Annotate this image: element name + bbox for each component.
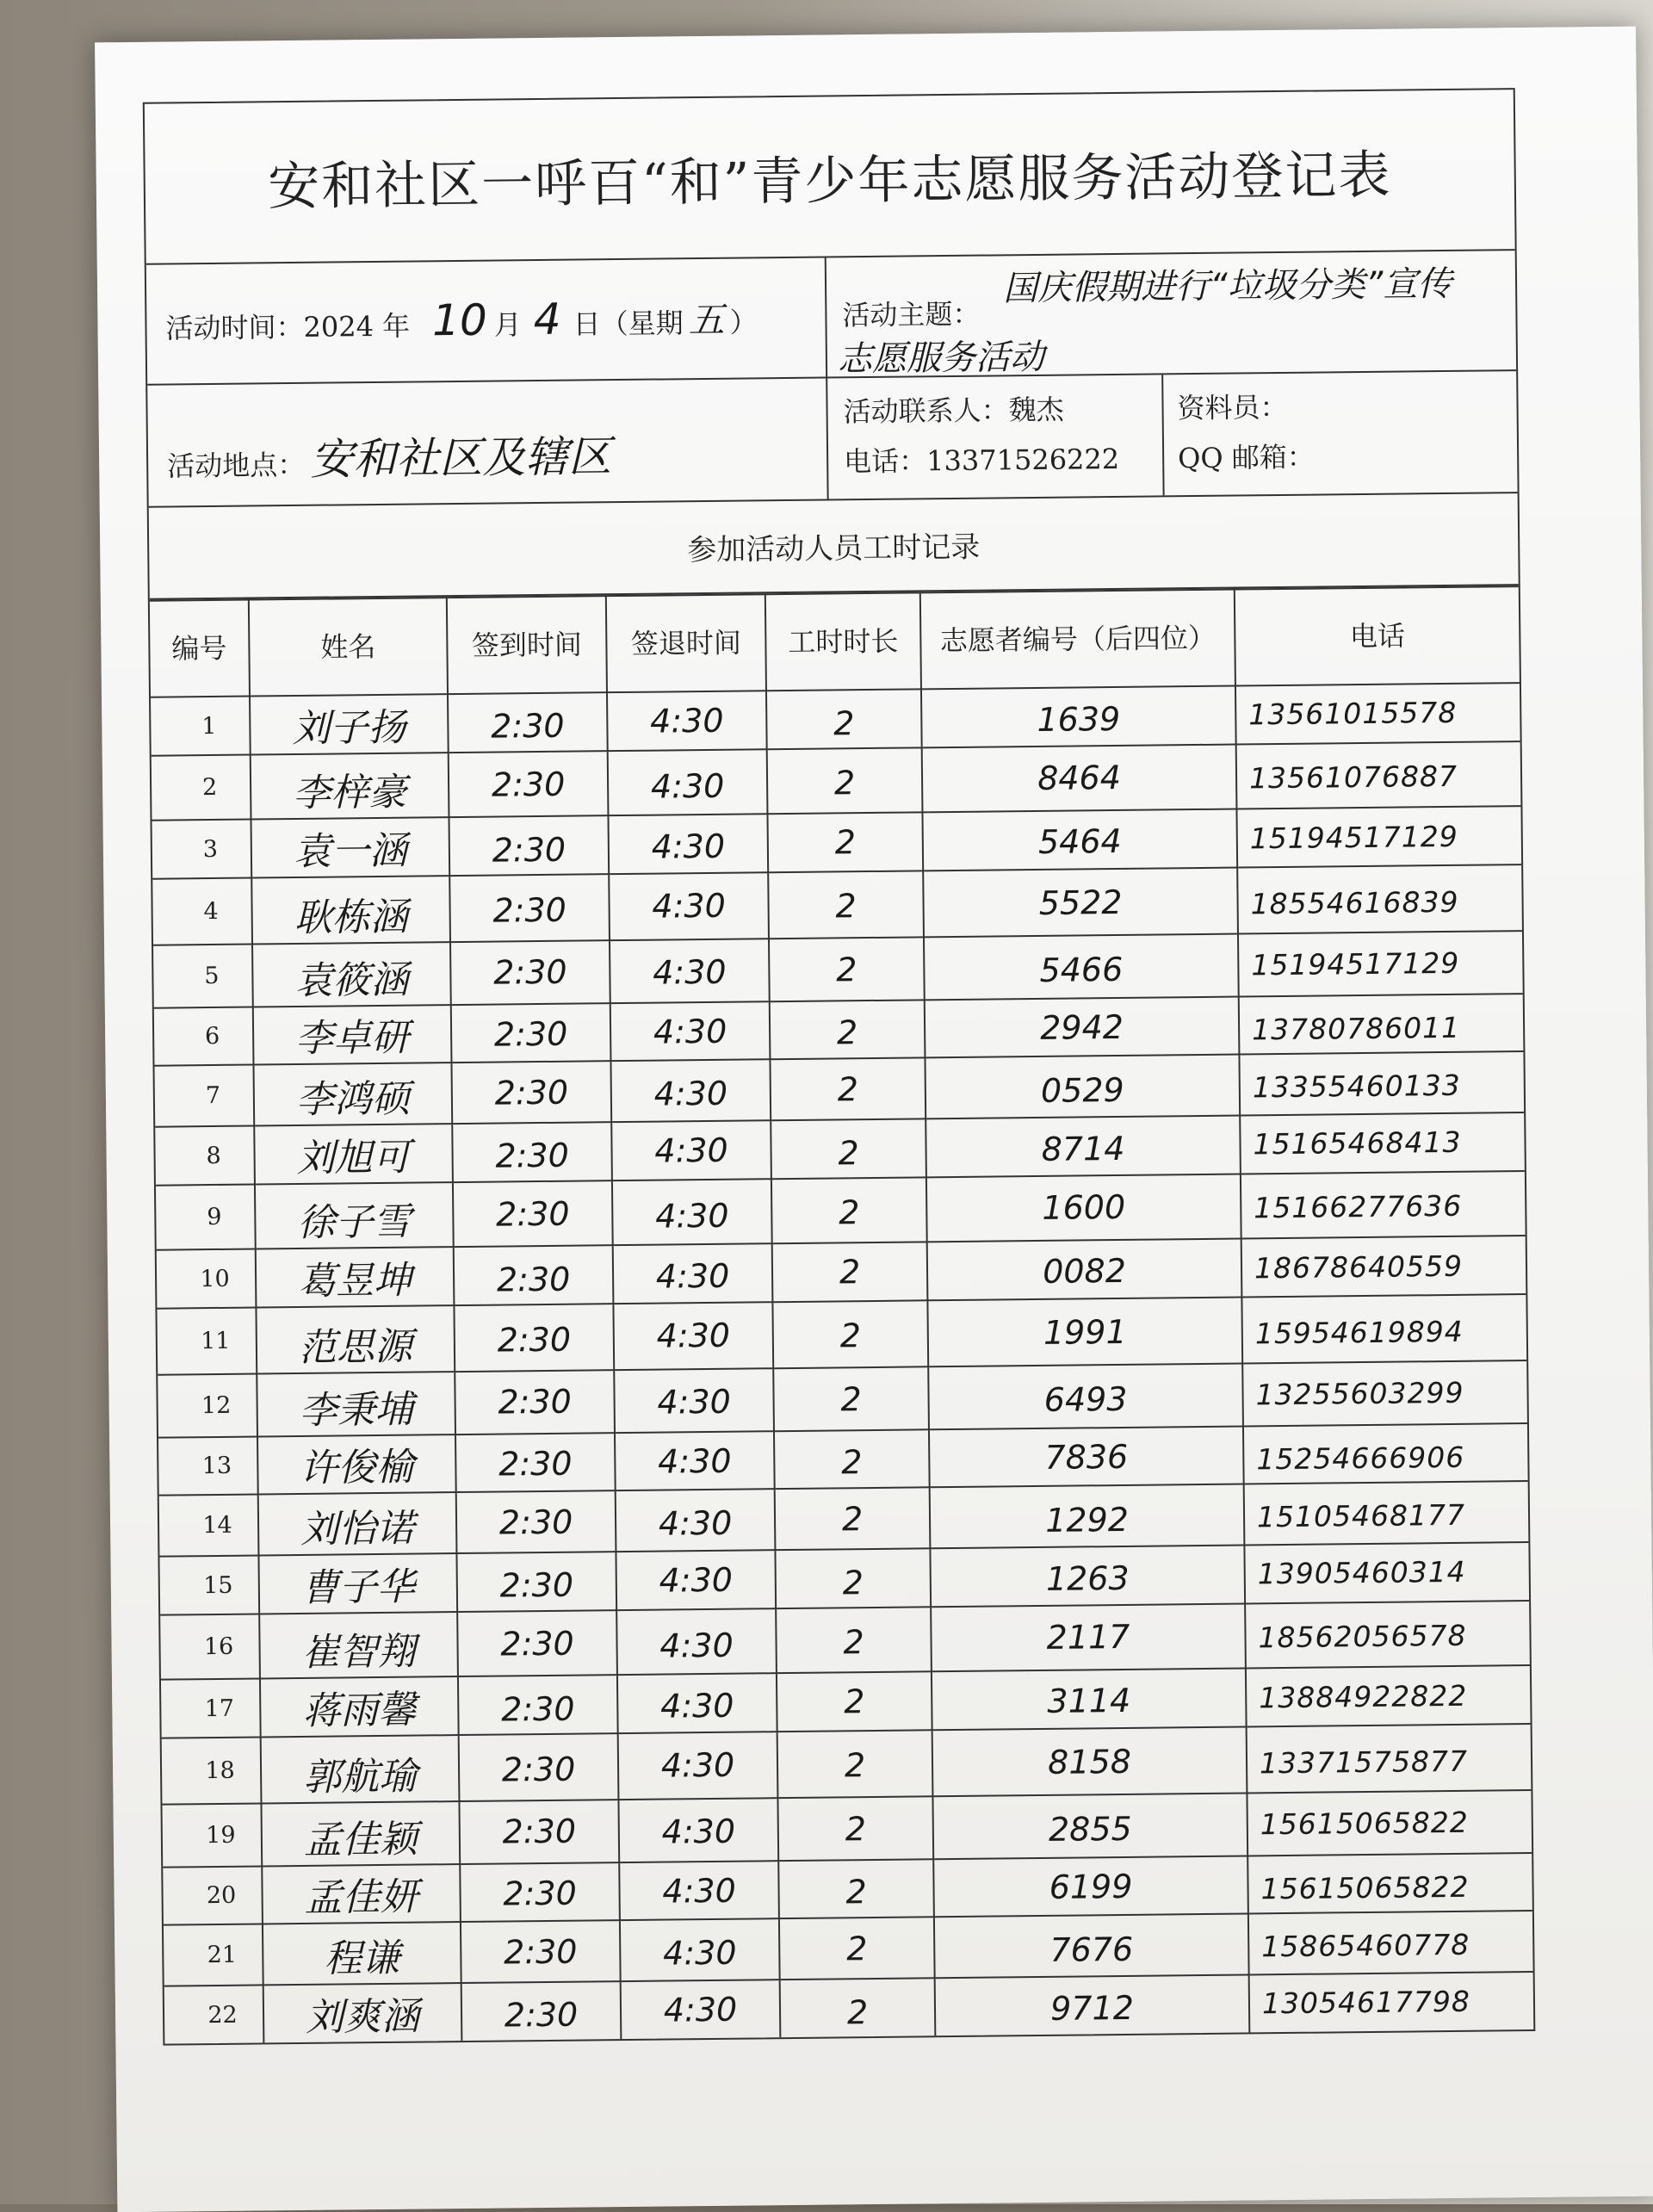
work-hours-cell: 2 (777, 1796, 933, 1861)
section-title: 参加活动人员工时记录 (149, 493, 1519, 600)
volunteer-name-cell: 葛昱坤 (256, 1247, 455, 1307)
sign-in-time-cell: 2:30 (457, 1610, 617, 1676)
volunteer-id-cell: 8158 (932, 1726, 1247, 1796)
row-number-cell: 19 (162, 1803, 262, 1867)
sign-in-time-cell: 2:30 (448, 692, 608, 753)
sign-out-time-cell: 4:30 (616, 1608, 777, 1675)
work-hours-cell: 2 (778, 1859, 934, 1918)
sign-in-time-cell: 2:30 (449, 874, 610, 942)
sign-in-time-cell: 2:30 (458, 1675, 618, 1735)
phone-cell: 18678640559 (1241, 1236, 1526, 1297)
work-hours-cell: 2 (775, 1487, 931, 1550)
sign-out-time-cell: 4:30 (621, 1980, 781, 2039)
sign-in-time-cell: 2:30 (453, 1180, 613, 1247)
phone-cell: 13561015578 (1235, 683, 1520, 744)
activity-place-label: 活动地点： (167, 448, 306, 483)
contact-person-label: 活动联系人：魏杰 (843, 393, 1064, 429)
contact-cell (827, 375, 1164, 499)
table-body (151, 683, 1533, 2044)
volunteer-id-cell: 2855 (932, 1793, 1247, 1859)
work-hours-cell: 2 (772, 1300, 928, 1368)
volunteer-id-cell: 5522 (923, 868, 1238, 938)
phone-cell: 18554616839 (1237, 864, 1522, 933)
volunteer-name-cell: 刘子扬 (250, 694, 449, 754)
month-label: 月 (493, 308, 522, 342)
sign-in-time-cell: 2:30 (454, 1304, 614, 1372)
volunteer-name-cell: 蒋雨馨 (260, 1676, 459, 1737)
form-title: 安和社区一呼百“和”青少年志愿服务活动登记表 (145, 90, 1515, 265)
row-number-cell: 13 (158, 1436, 258, 1495)
row-number-cell: 16 (160, 1614, 260, 1679)
row-number-cell: 8 (155, 1126, 255, 1186)
volunteer-id-cell: 3114 (932, 1668, 1247, 1730)
volunteer-name-cell: 范思源 (256, 1305, 455, 1373)
volunteer-name-cell: 许俊榆 (257, 1434, 456, 1494)
volunteer-id-cell: 2117 (931, 1603, 1246, 1671)
row-number-cell: 12 (158, 1373, 257, 1437)
volunteer-name-cell: 李梓豪 (251, 753, 449, 819)
work-hours-cell: 2 (773, 1366, 929, 1431)
phone-cell: 15865460778 (1248, 1911, 1533, 1974)
phone-cell: 15105468177 (1244, 1481, 1529, 1545)
volunteer-id-cell: 5464 (922, 809, 1237, 871)
work-hours-cell: 2 (767, 812, 923, 872)
activity-month-value: 10 (431, 294, 488, 346)
phone-cell: 13780786011 (1239, 994, 1524, 1054)
row-number-cell: 3 (152, 820, 252, 879)
sign-in-time-cell: 2:30 (461, 1920, 621, 1983)
volunteer-hours-table (150, 586, 1533, 2044)
sign-out-time-cell: 4:30 (615, 1431, 775, 1490)
volunteer-name-cell: 李秉埔 (257, 1372, 455, 1436)
volunteer-id-cell: 2942 (925, 997, 1240, 1058)
sign-out-time-cell: 4:30 (610, 1001, 771, 1061)
work-hours-cell: 2 (771, 1118, 926, 1179)
header-name: 姓名 (249, 598, 448, 696)
activity-theme-value-line1: 国庆假期进行“垃圾分类”宣传 (1002, 263, 1452, 309)
volunteer-name-cell: 徐子雪 (255, 1182, 454, 1249)
volunteer-id-cell: 1600 (926, 1174, 1241, 1242)
phone-cell: 15194517129 (1238, 931, 1523, 996)
sign-out-time-cell: 4:30 (618, 1798, 778, 1862)
sign-in-time-cell: 2:30 (454, 1245, 614, 1305)
row-number-cell: 20 (163, 1866, 263, 1924)
clerk-label: 资料员： (1177, 390, 1288, 425)
row-number-cell: 7 (154, 1065, 254, 1127)
volunteer-name-cell: 李卓研 (253, 1005, 452, 1064)
row-number-cell: 1 (151, 697, 251, 756)
volunteer-name-cell: 袁筱涵 (252, 942, 451, 1007)
sign-in-time-cell: 2:30 (456, 1490, 616, 1553)
sign-in-time-cell: 2:30 (456, 1552, 616, 1612)
sign-out-time-cell: 4:30 (608, 814, 768, 874)
header-volunteer-id: 志愿者编号（后四位） (920, 590, 1235, 690)
volunteer-id-cell: 1639 (921, 686, 1236, 748)
activity-weekday-value: 五 (688, 298, 725, 342)
volunteer-name-cell: 程谦 (263, 1922, 461, 1985)
phone-cell: 15194517129 (1236, 806, 1521, 867)
info-row-time-theme (146, 251, 1516, 386)
work-hours-cell: 2 (771, 1177, 927, 1243)
sign-in-time-cell: 2:30 (449, 815, 609, 876)
phone-cell: 15166277636 (1241, 1171, 1526, 1238)
work-hours-cell: 2 (772, 1242, 928, 1302)
sign-in-time-cell: 2:30 (449, 751, 609, 817)
sign-out-time-cell: 4:30 (616, 1550, 776, 1610)
phone-cell: 13255603299 (1242, 1360, 1527, 1426)
volunteer-id-cell: 1263 (930, 1545, 1245, 1607)
row-number-cell: 5 (153, 945, 253, 1008)
work-hours-cell: 2 (780, 1978, 936, 2037)
activity-place-cell (147, 378, 828, 505)
close-paren: ） (729, 306, 758, 339)
volunteer-id-cell: 7836 (929, 1426, 1244, 1487)
header-phone: 电话 (1235, 586, 1520, 685)
sign-out-time-cell: 4:30 (607, 691, 767, 751)
row-number-cell: 14 (159, 1494, 259, 1556)
clerk-cell (1163, 371, 1514, 495)
day-label: 日（星期 (573, 307, 684, 341)
sign-out-time-cell: 4:30 (617, 1673, 777, 1733)
activity-day-value: 4 (533, 294, 561, 345)
volunteer-id-cell: 7676 (934, 1913, 1249, 1978)
volunteer-name-cell: 刘怡诺 (258, 1492, 457, 1555)
volunteer-id-cell: 5466 (924, 934, 1239, 1001)
phone-cell: 15165468413 (1240, 1112, 1525, 1174)
phone-cell: 13371575877 (1247, 1724, 1532, 1793)
volunteer-name-cell: 袁一涵 (251, 817, 450, 877)
sign-out-time-cell: 4:30 (614, 1368, 774, 1433)
sign-out-time-cell: 4:30 (610, 939, 770, 1003)
volunteer-name-cell: 郭航瑜 (261, 1735, 460, 1803)
volunteer-name-cell: 孟佳颖 (261, 1801, 460, 1866)
sign-in-time-cell: 2:30 (451, 1061, 611, 1124)
sign-out-time-cell: 4:30 (610, 1059, 771, 1122)
sign-out-time-cell: 4:30 (620, 1918, 780, 1981)
phone-cell: 15254666906 (1243, 1423, 1528, 1484)
activity-time-label: 活动时间：2024 年 (165, 309, 411, 345)
sign-in-time-cell: 2:30 (451, 1003, 611, 1063)
work-hours-cell: 2 (777, 1671, 932, 1732)
row-number-cell: 15 (159, 1555, 259, 1614)
header-sign-out: 签退时间 (606, 594, 766, 692)
qq-email-label: QQ 邮箱： (1177, 440, 1316, 475)
activity-time-cell (146, 257, 827, 383)
paper-sheet (95, 27, 1653, 2212)
volunteer-name-cell: 李鸿硕 (253, 1063, 452, 1125)
sign-out-time-cell: 4:30 (611, 1120, 771, 1180)
row-number-cell: 9 (156, 1184, 256, 1249)
row-number-cell: 22 (164, 1985, 264, 2043)
sign-in-time-cell: 2:30 (459, 1733, 619, 1801)
sign-out-time-cell: 4:30 (613, 1302, 773, 1370)
phone-cell: 18562056578 (1245, 1601, 1530, 1668)
volunteer-id-cell: 1292 (930, 1484, 1245, 1548)
work-hours-cell: 2 (770, 1000, 926, 1059)
header-sign-in: 签到时间 (447, 596, 607, 694)
work-hours-cell: 2 (777, 1730, 933, 1798)
sign-in-time-cell: 2:30 (459, 1800, 619, 1864)
phone-cell: 13561076887 (1236, 741, 1521, 809)
work-hours-cell: 2 (774, 1429, 930, 1489)
header-hours: 工时时长 (765, 592, 921, 691)
sign-out-time-cell: 4:30 (616, 1489, 776, 1552)
phone-cell: 13054617798 (1249, 1972, 1534, 2032)
volunteer-name-cell: 刘爽涵 (263, 1983, 462, 2042)
sign-in-time-cell: 2:30 (455, 1433, 616, 1492)
work-hours-cell: 2 (766, 689, 922, 749)
sign-out-time-cell: 4:30 (618, 1732, 778, 1800)
sign-in-time-cell: 2:30 (455, 1370, 615, 1434)
work-hours-cell: 2 (770, 1057, 926, 1120)
phone-cell: 15615065822 (1247, 1790, 1532, 1856)
contact-phone-label: 电话：13371526222 (843, 442, 1120, 479)
work-hours-cell: 2 (768, 871, 924, 939)
registration-form (143, 88, 1536, 2046)
volunteer-id-cell: 8714 (926, 1116, 1241, 1178)
activity-theme-cell (826, 251, 1513, 380)
sign-in-time-cell: 2:30 (461, 1981, 622, 2041)
row-number-cell: 17 (161, 1678, 261, 1738)
volunteer-name-cell: 耿栋涵 (251, 876, 450, 944)
volunteer-name-cell: 刘旭可 (254, 1124, 453, 1184)
activity-theme-label: 活动主题： (842, 297, 981, 332)
sign-in-time-cell: 2:30 (452, 1122, 612, 1182)
volunteer-id-cell: 9712 (935, 1974, 1250, 2035)
activity-theme-value-line2: 志愿服务活动 (837, 337, 1045, 380)
sign-out-time-cell: 4:30 (613, 1243, 773, 1304)
work-hours-cell: 2 (779, 1917, 935, 1980)
phone-cell: 13884922822 (1246, 1665, 1531, 1726)
row-number-cell: 10 (157, 1249, 257, 1308)
table-header-row (150, 586, 1520, 697)
row-number-cell: 11 (157, 1307, 257, 1374)
sign-in-time-cell: 2:30 (450, 940, 610, 1005)
work-hours-cell: 2 (776, 1607, 932, 1673)
sign-out-time-cell: 4:30 (609, 872, 769, 940)
row-number-cell: 4 (152, 878, 252, 945)
volunteer-name-cell: 崔智翔 (259, 1612, 458, 1678)
volunteer-id-cell: 8464 (922, 745, 1237, 813)
work-hours-cell: 2 (767, 747, 923, 814)
volunteer-id-cell: 0082 (927, 1239, 1242, 1301)
volunteer-id-cell: 6493 (928, 1363, 1243, 1429)
sign-out-time-cell: 4:30 (619, 1861, 779, 1920)
sign-out-time-cell: 4:30 (612, 1179, 772, 1245)
phone-cell: 15615065822 (1247, 1853, 1532, 1913)
row-number-cell: 6 (154, 1007, 254, 1066)
phone-cell: 15954619894 (1241, 1294, 1526, 1363)
row-number-cell: 21 (164, 1924, 263, 1986)
volunteer-name-cell: 曹子华 (258, 1553, 457, 1614)
phone-cell: 13905460314 (1244, 1542, 1529, 1603)
sign-in-time-cell: 2:30 (460, 1862, 620, 1922)
sign-out-time-cell: 4:30 (608, 749, 768, 815)
work-hours-cell: 2 (769, 937, 925, 1001)
info-row-place-contact (147, 371, 1517, 508)
volunteer-name-cell: 孟佳妍 (262, 1864, 461, 1924)
phone-cell: 13355460133 (1239, 1051, 1524, 1115)
volunteer-id-cell: 1991 (927, 1298, 1242, 1367)
activity-place-value: 安和社区及辖区 (309, 431, 612, 485)
volunteer-id-cell: 0529 (925, 1055, 1240, 1119)
row-number-cell: 18 (162, 1737, 262, 1804)
header-number: 编号 (150, 600, 250, 697)
volunteer-id-cell: 6199 (933, 1856, 1248, 1917)
row-number-cell: 2 (152, 755, 251, 821)
work-hours-cell: 2 (775, 1548, 931, 1608)
